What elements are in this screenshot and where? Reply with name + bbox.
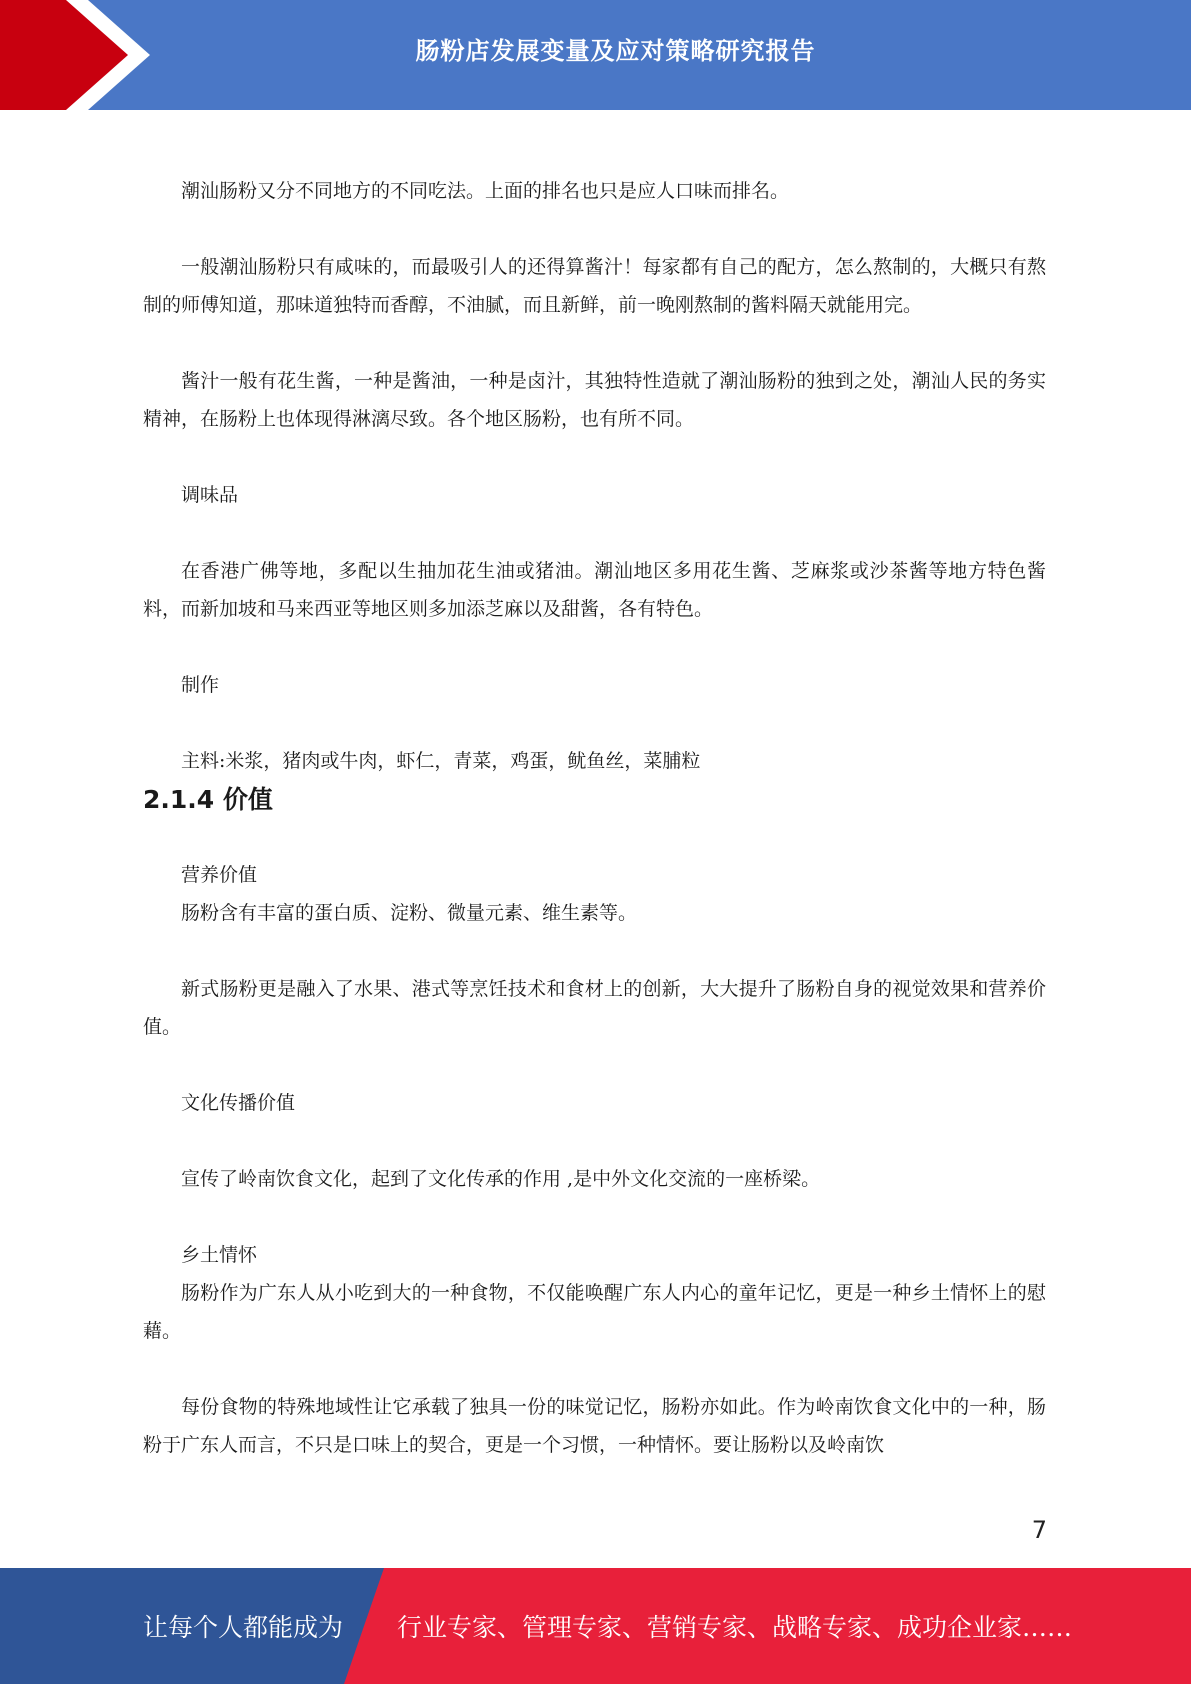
paragraph: 每份食物的特殊地域性让它承载了独具一份的味觉记忆，肠粉亦如此。作为岭南饮食文化中的一种，肠粉于广东人而言，不只是口味上的契合，更是一个习惯，一种情怀。要让肠粉以及岭南饮 — [143, 1396, 1046, 1456]
paragraph: 在香港广佛等地，多配以生抽加花生油或猪油。潮汕地区多用花生酱、芝麻浆或沙茶酱等地方特色酱料，而新加坡和马来西亚等地区则多加添芝麻以及甜酱，各有特色。 — [143, 560, 1046, 620]
report-title: 肠粉店发展变量及应对策略研究报告 — [415, 36, 816, 65]
page-content — [143, 172, 1046, 1464]
section-heading: 2.1.4 价值 — [143, 785, 273, 814]
footer-slogan-right: 行业专家、管理专家、营销专家、战略专家、成功企业家…… — [397, 1613, 1073, 1642]
paragraph: 一般潮汕肠粉只有咸味的，而最吸引人的还得算酱汁！每家都有自己的配方，怎么熬制的，大概只有熬制的师傅知道，那味道独特而香醇，不油腻，而且新鲜，前一晚刚熬制的酱料隔天就能用完。 — [143, 256, 1046, 316]
page-number: 7 — [1031, 1516, 1047, 1544]
paragraph: 肠粉作为广东人从小吃到大的一种食物，不仅能唤醒广东人内心的童年记忆，更是一种乡土情怀上的慰藉。 — [143, 1282, 1046, 1342]
paragraph: 主料:米浆，猪肉或牛肉，虾仁，青菜，鸡蛋，鱿鱼丝，菜脯粒 — [181, 750, 701, 772]
paragraph: 肠粉含有丰富的蛋白质、淀粉、微量元素、维生素等。 — [181, 902, 638, 924]
subheading-seasoning: 调味品 — [181, 484, 239, 506]
page-footer — [0, 1568, 1191, 1684]
page-header — [0, 0, 1191, 110]
subheading-production: 制作 — [181, 674, 220, 696]
subheading-nostalgia: 乡土情怀 — [181, 1244, 258, 1266]
subheading-culture: 文化传播价值 — [181, 1092, 296, 1114]
paragraph: 新式肠粉更是融入了水果、港式等烹饪技术和食材上的创新，大大提升了肠粉自身的视觉效果和营养价值。 — [143, 978, 1046, 1038]
subheading-nutrition: 营养价值 — [181, 864, 258, 886]
footer-slogan-left: 让每个人都能成为 — [143, 1613, 344, 1642]
paragraph: 宣传了岭南饮食文化，起到了文化传承的作用 ,是中外文化交流的一座桥梁。 — [181, 1168, 821, 1190]
paragraph: 潮汕肠粉又分不同地方的不同吃法。上面的排名也只是应人口味而排名。 — [181, 180, 790, 202]
paragraph: 酱汁一般有花生酱，一种是酱油，一种是卤汁，其独特性造就了潮汕肠粉的独到之处，潮汕人民的务实精神，在肠粉上也体现得淋漓尽致。各个地区肠粉，也有所不同。 — [143, 370, 1046, 430]
